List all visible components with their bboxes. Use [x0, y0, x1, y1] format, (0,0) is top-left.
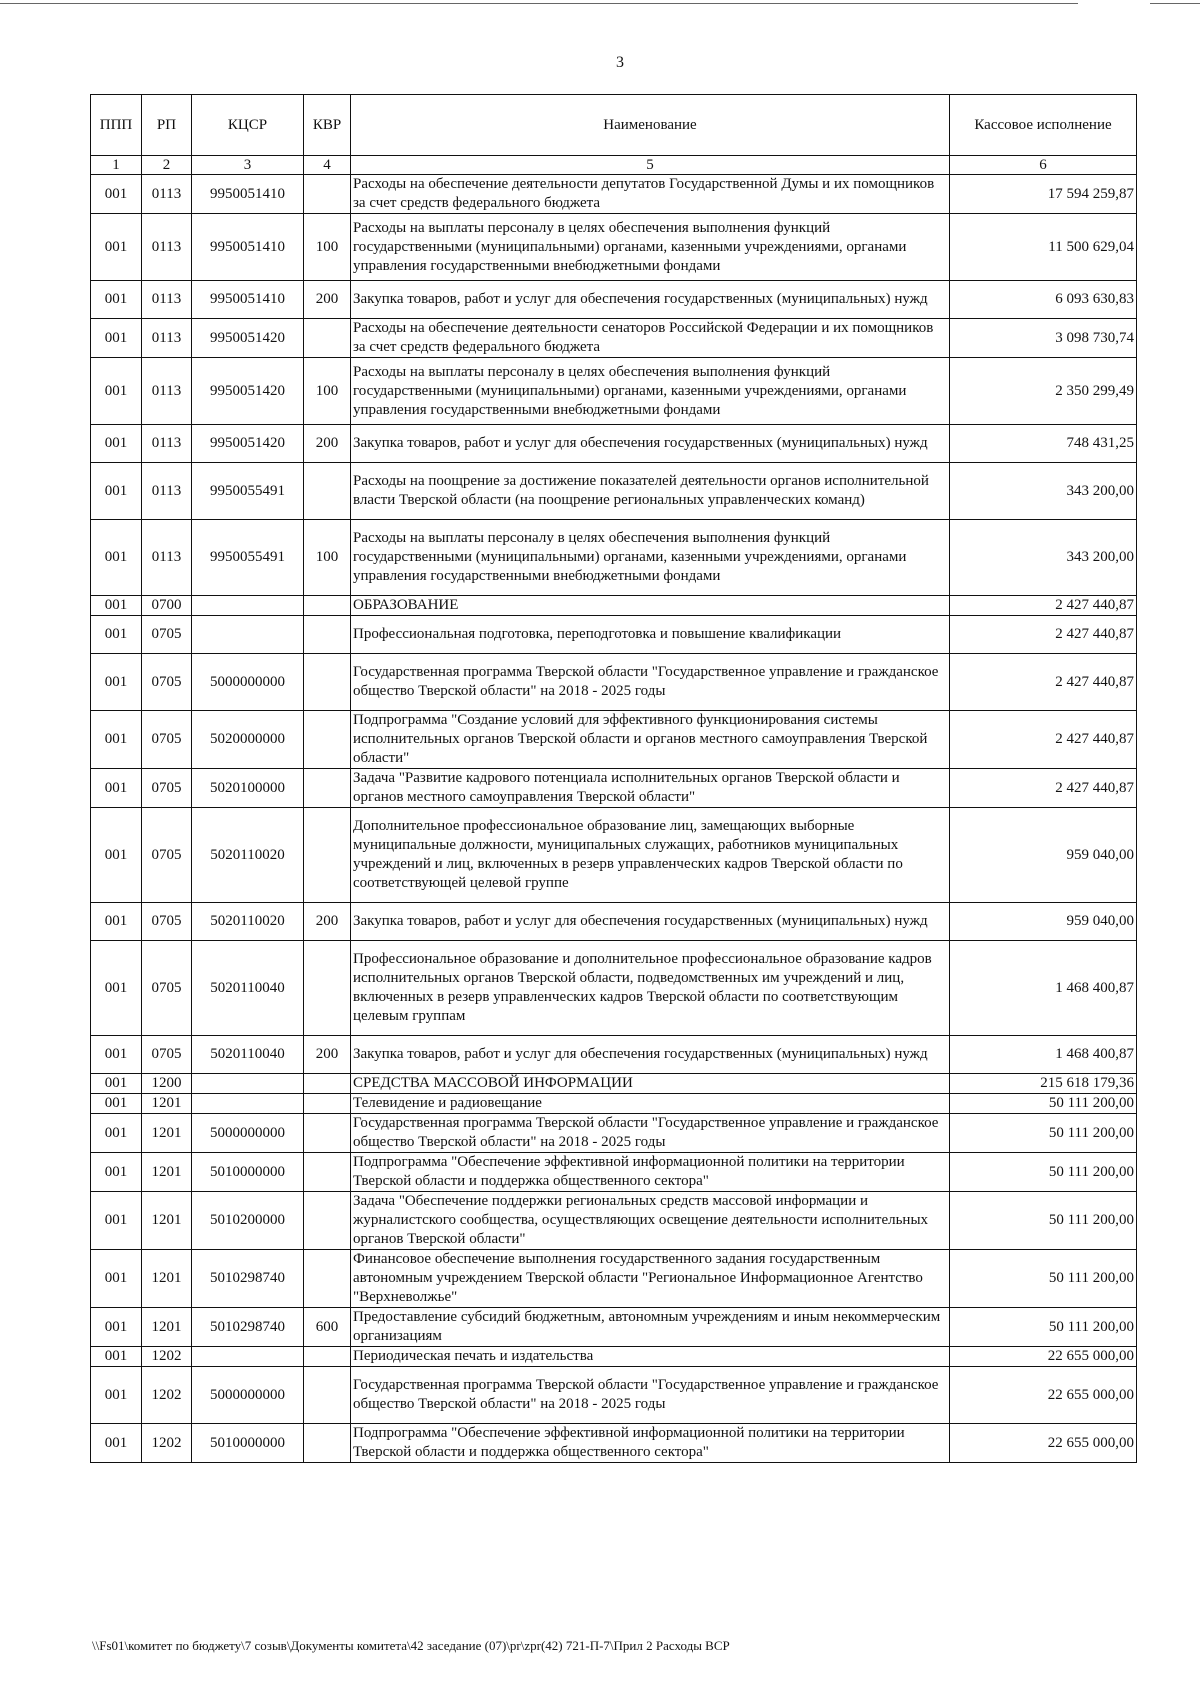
- cell-kcsr: 5000000000: [192, 1367, 304, 1424]
- cell-ppp: 001: [91, 808, 142, 903]
- table-row: [91, 1074, 1137, 1094]
- table-row: [91, 941, 1137, 1036]
- cell-name: Расходы на поощрение за достижение показателей деятельности органов исполнительной власти Тверской области (на поощрение региональных управленческих команд): [351, 463, 950, 520]
- cell-ppp: 001: [91, 711, 142, 769]
- cell-ppp: 001: [91, 463, 142, 520]
- cell-name: Предоставление субсидий бюджетным, автономным учреждениям и иным некоммерческим организациям: [351, 1308, 950, 1347]
- cell-kcsr: 9950051410: [192, 281, 304, 319]
- cell-rp: 1201: [142, 1114, 192, 1153]
- cell-amount: 2 427 440,87: [950, 654, 1137, 711]
- cell-rp: 0705: [142, 1036, 192, 1074]
- cell-rp: 1202: [142, 1424, 192, 1463]
- column-number: 5: [351, 156, 950, 175]
- cell-name: Государственная программа Тверской области "Государственное управление и гражданское общество Тверской области" на 2018 - 2025 годы: [351, 654, 950, 711]
- cell-ppp: 001: [91, 1367, 142, 1424]
- cell-kvr: [304, 941, 351, 1036]
- cell-ppp: 001: [91, 1347, 142, 1367]
- cell-name: Расходы на выплаты персоналу в целях обеспечения выполнения функций государственными (муниципальными) органами, казенными учреждениями, органами управления государственными внебюджетными фондами: [351, 520, 950, 596]
- cell-kvr: [304, 769, 351, 808]
- table-row: [91, 520, 1137, 596]
- table-row: [91, 903, 1137, 941]
- expenditure-table: [90, 94, 1137, 1463]
- cell-amount: 17 594 259,87: [950, 175, 1137, 214]
- cell-kvr: 200: [304, 281, 351, 319]
- cell-rp: 1201: [142, 1094, 192, 1114]
- cell-rp: 1201: [142, 1153, 192, 1192]
- cell-kcsr: [192, 1074, 304, 1094]
- cell-kcsr: 5010200000: [192, 1192, 304, 1250]
- column-number: 1: [91, 156, 142, 175]
- cell-name: Расходы на выплаты персоналу в целях обеспечения выполнения функций государственными (муниципальными) органами, казенными учреждениями, органами управления государственными внебюджетными фондами: [351, 358, 950, 425]
- cell-rp: 0700: [142, 596, 192, 616]
- cell-rp: 1201: [142, 1192, 192, 1250]
- cell-kvr: [304, 1250, 351, 1308]
- cell-name: Расходы на обеспечение деятельности сенаторов Российской Федерации и их помощников за счет средств федерального бюджета: [351, 319, 950, 358]
- cell-amount: 50 111 200,00: [950, 1250, 1137, 1308]
- cell-kcsr: [192, 596, 304, 616]
- cell-rp: 0705: [142, 808, 192, 903]
- cell-amount: 1 468 400,87: [950, 941, 1137, 1036]
- cell-kvr: [304, 1153, 351, 1192]
- table-row: [91, 1347, 1137, 1367]
- cell-ppp: 001: [91, 214, 142, 281]
- table-row: [91, 425, 1137, 463]
- cell-name: Профессиональное образование и дополнительное профессиональное образование кадров исполнительных органов Тверской области, подведомственных им учреждений и лиц, включенных в резерв управленческих кадров Тверской области по соответствующим целевым группам: [351, 941, 950, 1036]
- cell-rp: 0705: [142, 769, 192, 808]
- cell-kcsr: 5010298740: [192, 1250, 304, 1308]
- cell-name: СРЕДСТВА МАССОВОЙ ИНФОРМАЦИИ: [351, 1074, 950, 1094]
- page-number: 3: [616, 54, 624, 71]
- cell-amount: 2 427 440,87: [950, 711, 1137, 769]
- cell-amount: 50 111 200,00: [950, 1114, 1137, 1153]
- cell-rp: 0113: [142, 358, 192, 425]
- column-number: 4: [304, 156, 351, 175]
- cell-rp: 0113: [142, 281, 192, 319]
- cell-amount: 6 093 630,83: [950, 281, 1137, 319]
- cell-kcsr: 5020110020: [192, 808, 304, 903]
- table-row: [91, 175, 1137, 214]
- cell-rp: 0705: [142, 941, 192, 1036]
- table-row: [91, 1308, 1137, 1347]
- cell-amount: 50 111 200,00: [950, 1094, 1137, 1114]
- cell-rp: 1202: [142, 1347, 192, 1367]
- cell-kvr: 200: [304, 1036, 351, 1074]
- cell-kcsr: [192, 616, 304, 654]
- cell-name: Дополнительное профессиональное образование лиц, замещающих выборные муниципальные должности, муниципальных служащих, работников муниципальных учреждений и лиц, включенных в резерв управленческих кадров Тверской области по соответствующей целевой группе: [351, 808, 950, 903]
- cell-rp: 1201: [142, 1308, 192, 1347]
- cell-rp: 0113: [142, 214, 192, 281]
- cell-amount: 343 200,00: [950, 463, 1137, 520]
- cell-kvr: [304, 319, 351, 358]
- cell-kvr: [304, 1347, 351, 1367]
- cell-kcsr: 5020110040: [192, 941, 304, 1036]
- table-row: [91, 1192, 1137, 1250]
- cell-amount: 3 098 730,74: [950, 319, 1137, 358]
- cell-kcsr: 9950051420: [192, 425, 304, 463]
- table-row: [91, 1367, 1137, 1424]
- table-row: [91, 596, 1137, 616]
- table-row: [91, 769, 1137, 808]
- table-row: [91, 616, 1137, 654]
- cell-name: Закупка товаров, работ и услуг для обеспечения государственных (муниципальных) нужд: [351, 1036, 950, 1074]
- cell-name: Государственная программа Тверской области "Государственное управление и гражданское общество Тверской области" на 2018 - 2025 годы: [351, 1367, 950, 1424]
- cell-kvr: 200: [304, 903, 351, 941]
- table-row: [91, 1250, 1137, 1308]
- cell-name: Расходы на обеспечение деятельности депутатов Государственной Думы и их помощников за счет средств федерального бюджета: [351, 175, 950, 214]
- cell-ppp: 001: [91, 654, 142, 711]
- header-row: [91, 95, 1137, 156]
- cell-rp: 0113: [142, 425, 192, 463]
- cell-kcsr: 5000000000: [192, 1114, 304, 1153]
- cell-kcsr: 5010298740: [192, 1308, 304, 1347]
- cell-ppp: 001: [91, 520, 142, 596]
- cell-kvr: 200: [304, 425, 351, 463]
- cell-name: Задача "Развитие кадрового потенциала исполнительных органов Тверской области и органов местного самоуправления Тверской области": [351, 769, 950, 808]
- cell-kcsr: 9950055491: [192, 463, 304, 520]
- cell-kcsr: 5020000000: [192, 711, 304, 769]
- table-row: [91, 1036, 1137, 1074]
- cell-rp: 0113: [142, 520, 192, 596]
- cell-amount: 11 500 629,04: [950, 214, 1137, 281]
- cell-amount: 22 655 000,00: [950, 1347, 1137, 1367]
- cell-amount: 343 200,00: [950, 520, 1137, 596]
- table-row: [91, 1153, 1137, 1192]
- cell-rp: 0113: [142, 175, 192, 214]
- cell-ppp: 001: [91, 1153, 142, 1192]
- cell-rp: 1200: [142, 1074, 192, 1094]
- cell-ppp: 001: [91, 769, 142, 808]
- cell-ppp: 001: [91, 1308, 142, 1347]
- table-row: [91, 654, 1137, 711]
- column-number: 2: [142, 156, 192, 175]
- cell-ppp: 001: [91, 616, 142, 654]
- cell-rp: 0705: [142, 903, 192, 941]
- cell-ppp: 001: [91, 281, 142, 319]
- footer-file-path: \\Fs01\комитет по бюджету\7 созыв\Документы комитета\42 заседание (07)\pr\zpr(42) 721-П-7\Прил 2 Расходы ВСР: [92, 1638, 730, 1653]
- table-row: [91, 711, 1137, 769]
- cell-amount: 959 040,00: [950, 808, 1137, 903]
- cell-kcsr: 9950051420: [192, 319, 304, 358]
- cell-ppp: 001: [91, 1424, 142, 1463]
- cell-ppp: 001: [91, 175, 142, 214]
- column-number: 3: [192, 156, 304, 175]
- header-name: Наименование: [351, 95, 950, 156]
- cell-kcsr: 5020110020: [192, 903, 304, 941]
- header-rp: РП: [142, 95, 192, 156]
- cell-amount: 50 111 200,00: [950, 1192, 1137, 1250]
- cell-kvr: [304, 1114, 351, 1153]
- cell-rp: 0113: [142, 319, 192, 358]
- cell-ppp: 001: [91, 358, 142, 425]
- cell-kcsr: 5000000000: [192, 654, 304, 711]
- cell-rp: 1202: [142, 1367, 192, 1424]
- cell-amount: 959 040,00: [950, 903, 1137, 941]
- cell-kvr: [304, 1074, 351, 1094]
- cell-name: Подпрограмма "Обеспечение эффективной информационной политики на территории Тверской области и поддержка общественного сектора": [351, 1153, 950, 1192]
- cell-rp: 0113: [142, 463, 192, 520]
- cell-name: ОБРАЗОВАНИЕ: [351, 596, 950, 616]
- cell-amount: 22 655 000,00: [950, 1367, 1137, 1424]
- cell-amount: 22 655 000,00: [950, 1424, 1137, 1463]
- cell-kvr: 100: [304, 520, 351, 596]
- cell-kcsr: 5020100000: [192, 769, 304, 808]
- cell-ppp: 001: [91, 596, 142, 616]
- table-row: [91, 214, 1137, 281]
- table-row: [91, 463, 1137, 520]
- cell-ppp: 001: [91, 1074, 142, 1094]
- cell-kvr: [304, 1094, 351, 1114]
- cell-name: Государственная программа Тверской области "Государственное управление и гражданское общество Тверской области" на 2018 - 2025 годы: [351, 1114, 950, 1153]
- cell-kvr: [304, 1424, 351, 1463]
- cell-kcsr: 5010000000: [192, 1153, 304, 1192]
- cell-name: Закупка товаров, работ и услуг для обеспечения государственных (муниципальных) нужд: [351, 281, 950, 319]
- cell-name: Задача "Обеспечение поддержки региональных средств массовой информации и журналистского сообщества, осуществляющих освещение деятельности исполнительных органов Тверской области": [351, 1192, 950, 1250]
- cell-name: Подпрограмма "Обеспечение эффективной информационной политики на территории Тверской области и поддержка общественного сектора": [351, 1424, 950, 1463]
- cell-amount: 2 350 299,49: [950, 358, 1137, 425]
- cell-amount: 2 427 440,87: [950, 596, 1137, 616]
- cell-ppp: 001: [91, 1250, 142, 1308]
- cell-amount: 50 111 200,00: [950, 1153, 1137, 1192]
- cell-kvr: [304, 596, 351, 616]
- header-amount: Кассовое исполнение: [950, 95, 1137, 156]
- header-kcsr: КЦСР: [192, 95, 304, 156]
- table-row: [91, 1094, 1137, 1114]
- cell-name: Подпрограмма "Создание условий для эффективного функционирования системы исполнительных органов Тверской области и органов местного самоуправления Тверской области": [351, 711, 950, 769]
- cell-name: Закупка товаров, работ и услуг для обеспечения государственных (муниципальных) нужд: [351, 425, 950, 463]
- cell-ppp: 001: [91, 1114, 142, 1153]
- cell-ppp: 001: [91, 1192, 142, 1250]
- cell-kvr: [304, 616, 351, 654]
- cell-kvr: [304, 654, 351, 711]
- cell-kcsr: 9950051420: [192, 358, 304, 425]
- cell-name: Периодическая печать и издательства: [351, 1347, 950, 1367]
- cell-amount: 2 427 440,87: [950, 616, 1137, 654]
- cell-kvr: [304, 808, 351, 903]
- cell-kcsr: [192, 1347, 304, 1367]
- cell-kvr: [304, 711, 351, 769]
- header-ppp: ППП: [91, 95, 142, 156]
- cell-ppp: 001: [91, 425, 142, 463]
- table-row: [91, 319, 1137, 358]
- cell-kvr: [304, 1192, 351, 1250]
- cell-kvr: 100: [304, 358, 351, 425]
- cell-amount: 2 427 440,87: [950, 769, 1137, 808]
- cell-kvr: 600: [304, 1308, 351, 1347]
- cell-kcsr: [192, 1094, 304, 1114]
- cell-name: Расходы на выплаты персоналу в целях обеспечения выполнения функций государственными (муниципальными) органами, казенными учреждениями, органами управления государственными внебюджетными фондами: [351, 214, 950, 281]
- cell-kcsr: 5010000000: [192, 1424, 304, 1463]
- scan-edge-line: [0, 3, 1078, 4]
- cell-rp: 0705: [142, 616, 192, 654]
- cell-amount: 748 431,25: [950, 425, 1137, 463]
- cell-kcsr: 9950051410: [192, 214, 304, 281]
- cell-kcsr: 5020110040: [192, 1036, 304, 1074]
- cell-name: Телевидение и радиовещание: [351, 1094, 950, 1114]
- cell-name: Финансовое обеспечение выполнения государственного задания государственным автономным учреждением Тверской области "Региональное Информационное Агентство "Верхневолжье": [351, 1250, 950, 1308]
- cell-ppp: 001: [91, 941, 142, 1036]
- table-body: [91, 175, 1137, 1463]
- cell-ppp: 001: [91, 1094, 142, 1114]
- cell-kvr: [304, 1367, 351, 1424]
- table-row: [91, 1114, 1137, 1153]
- table-row: [91, 1424, 1137, 1463]
- scan-edge-line-right: [1150, 3, 1200, 4]
- cell-ppp: 001: [91, 319, 142, 358]
- column-number-row: [91, 156, 1137, 175]
- cell-ppp: 001: [91, 1036, 142, 1074]
- cell-rp: 0705: [142, 654, 192, 711]
- cell-amount: 50 111 200,00: [950, 1308, 1137, 1347]
- cell-name: Профессиональная подготовка, переподготовка и повышение квалификации: [351, 616, 950, 654]
- cell-amount: 1 468 400,87: [950, 1036, 1137, 1074]
- cell-kvr: 100: [304, 214, 351, 281]
- cell-name: Закупка товаров, работ и услуг для обеспечения государственных (муниципальных) нужд: [351, 903, 950, 941]
- cell-kcsr: 9950055491: [192, 520, 304, 596]
- cell-amount: 215 618 179,36: [950, 1074, 1137, 1094]
- table-row: [91, 281, 1137, 319]
- cell-ppp: 001: [91, 903, 142, 941]
- cell-kcsr: 9950051410: [192, 175, 304, 214]
- cell-rp: 0705: [142, 711, 192, 769]
- cell-kvr: [304, 175, 351, 214]
- column-number: 6: [950, 156, 1137, 175]
- header-kvr: КВР: [304, 95, 351, 156]
- cell-rp: 1201: [142, 1250, 192, 1308]
- table-row: [91, 808, 1137, 903]
- cell-kvr: [304, 463, 351, 520]
- table-row: [91, 358, 1137, 425]
